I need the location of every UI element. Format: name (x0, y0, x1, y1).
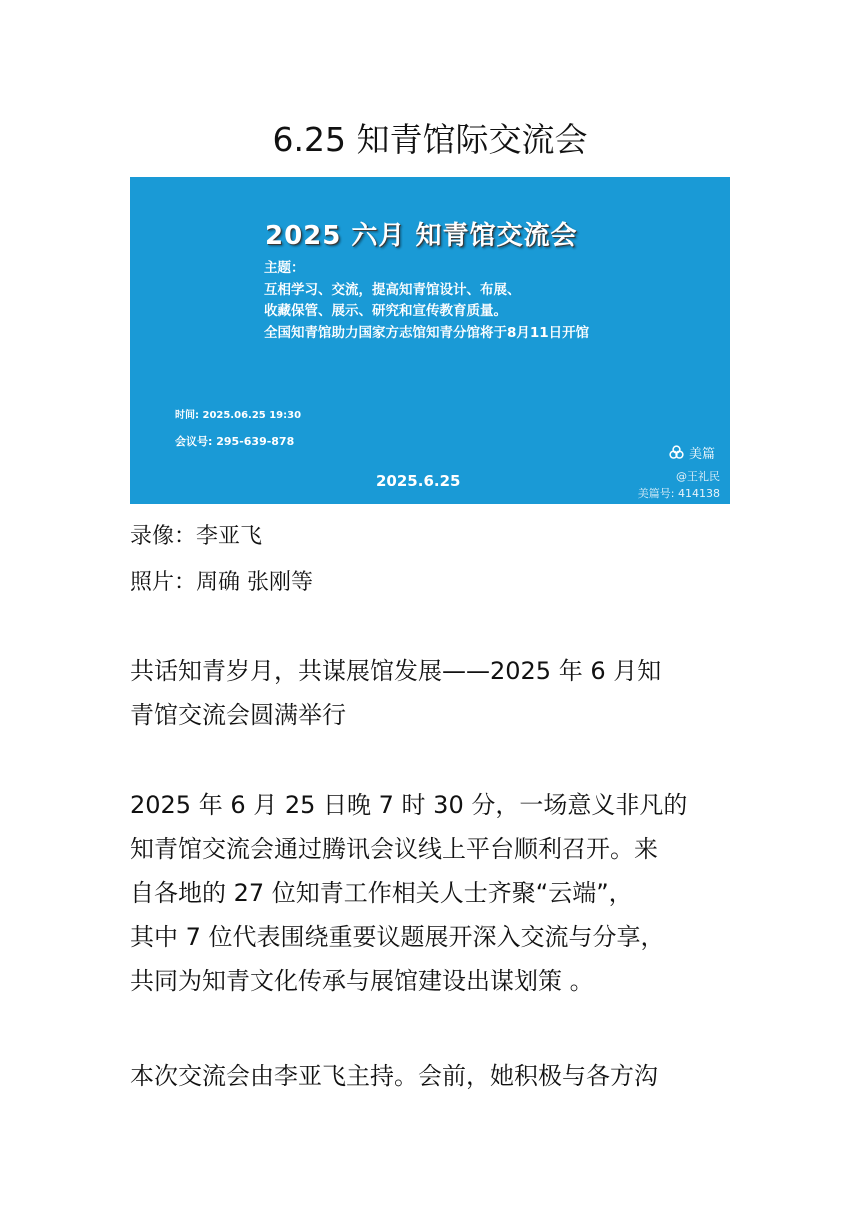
theme-line: 互相学习、交流，提高知青馆设计、布展、 (264, 281, 521, 298)
theme-line: 全国知青馆助力国家方志馆知青分馆将于8月11日开馆 (264, 324, 590, 341)
author-id: 美篇号: 414138 (637, 487, 720, 500)
text-line: 本次交流会由李亚飞主持。会前，她积极与各方沟 (130, 1062, 658, 1090)
theme-label: 主题： (264, 260, 305, 276)
brand-watermark (668, 443, 715, 462)
meipian-logo-icon (668, 444, 685, 461)
text-line: 共同为知青文化传承与展馆建设出谋划策 。 (130, 967, 594, 995)
text-line: 青馆交流会圆满举行 (130, 701, 346, 729)
meeting-id: 会议号: 295-639-878 (175, 435, 295, 448)
article-subtitle (130, 649, 735, 737)
photo-credit: 照片：周确 张刚等 (130, 570, 313, 595)
banner-date: 2025.6.25 (376, 472, 461, 490)
meeting-time: 时间: 2025.06.25 19:30 (175, 410, 302, 421)
text-line: 自各地的 27 位知青工作相关人士齐聚“云端”， (130, 879, 633, 907)
text-line: 2025 年 6 月 25 日晚 7 时 30 分，一场意义非凡的 (130, 791, 688, 819)
theme-line: 收藏保管、展示、研究和宣传教育质量。 (264, 303, 507, 319)
article-paragraph (130, 1054, 735, 1098)
text-line: 其中 7 位代表围绕重要议题展开深入交流与分享， (130, 923, 665, 951)
brand-name: 美篇 (689, 447, 716, 462)
banner-theme (264, 258, 589, 344)
banner-heading: 2025 六月 知青馆交流会 (265, 221, 578, 251)
author-handle: @王礼民 (676, 470, 720, 483)
page-title: 6.25 知青馆际交流会 (272, 120, 588, 159)
banner-image (130, 177, 730, 504)
article-paragraph (130, 783, 735, 1003)
text-line: 知青馆交流会通过腾讯会议线上平台顺利召开。来 (130, 835, 658, 863)
video-credit: 录像：李亚飞 (130, 524, 263, 549)
text-line: 共话知青岁月，共谋展馆发展——2025 年 6 月知 (130, 657, 662, 685)
